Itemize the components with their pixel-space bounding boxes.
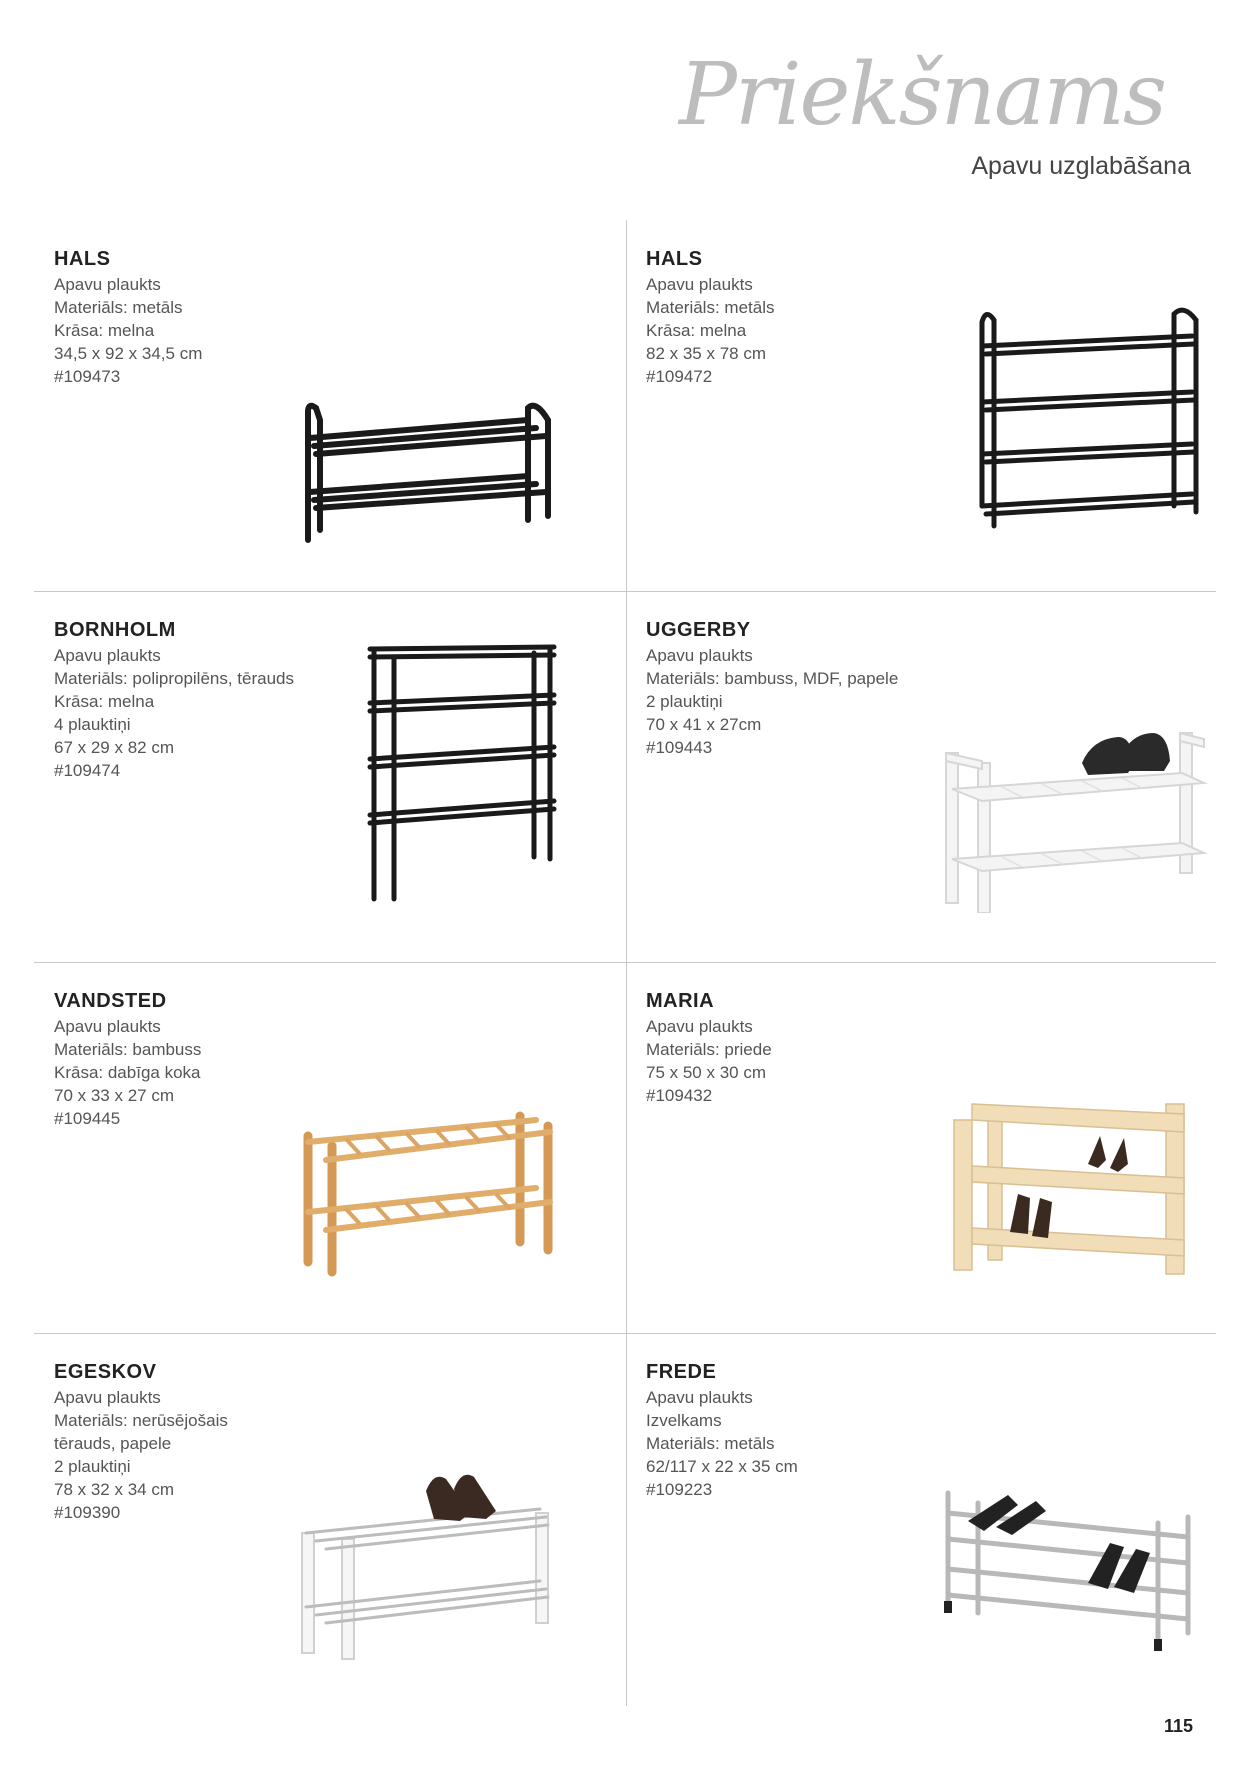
product-type: Apavu plaukts xyxy=(54,275,161,294)
product-info xyxy=(54,990,201,1130)
product-color: Krāsa: melna xyxy=(54,321,155,340)
page-number: 115 xyxy=(1163,1716,1193,1736)
product-dimensions: 78 x 32 x 34 cm xyxy=(54,1480,175,1499)
shoe-rack-image xyxy=(296,400,566,550)
shoe-rack-image xyxy=(364,639,564,909)
product-code: #109443 xyxy=(646,738,713,757)
product-cell xyxy=(34,962,625,1333)
product-cell xyxy=(626,591,1217,962)
product-name: HALS xyxy=(54,248,111,270)
product-shelves: 2 plauktiņi xyxy=(646,692,723,711)
product-dimensions: 67 x 29 x 82 cm xyxy=(54,738,175,757)
product-cell xyxy=(626,962,1217,1333)
product-type: Apavu plaukts xyxy=(54,1017,161,1036)
product-cell xyxy=(34,591,625,962)
product-material: Materiāls: metāls xyxy=(646,298,775,317)
product-shelves: 4 plauktiņi xyxy=(54,715,131,734)
shoe-rack-image xyxy=(942,713,1212,913)
product-code: #109432 xyxy=(646,1086,713,1105)
product-name: VANDSTED xyxy=(54,990,167,1012)
product-code: #109390 xyxy=(54,1503,121,1522)
product-dimensions: 34,5 x 92 x 34,5 cm xyxy=(54,344,203,363)
product-name: FREDE xyxy=(646,1361,717,1383)
product-type: Apavu plaukts xyxy=(54,646,161,665)
product-code: #109445 xyxy=(54,1109,121,1128)
shoe-rack-image xyxy=(296,1102,568,1282)
product-info xyxy=(54,1361,228,1524)
product-shelves: 2 plauktiņi xyxy=(54,1457,131,1476)
product-type: Apavu plaukts xyxy=(646,1388,753,1407)
product-dimensions: 62/117 x 22 x 35 cm xyxy=(646,1457,798,1476)
product-code: #109472 xyxy=(646,367,713,386)
product-dimensions: 70 x 33 x 27 cm xyxy=(54,1086,175,1105)
product-cell xyxy=(34,1333,625,1704)
product-color: Krāsa: melna xyxy=(54,692,155,711)
product-name: MARIA xyxy=(646,990,715,1012)
product-cell xyxy=(626,220,1217,591)
shoe-rack-image xyxy=(938,1483,1208,1663)
product-info xyxy=(646,990,772,1107)
product-code: #109474 xyxy=(54,761,121,780)
product-material: Materiāls: nerūsējošais xyxy=(54,1411,228,1430)
shoe-rack-image xyxy=(972,306,1202,532)
product-info xyxy=(646,248,774,388)
header-script-title: Priekšnams xyxy=(679,45,1165,145)
product-material: Materiāls: bambuss xyxy=(54,1040,202,1059)
product-name: EGESKOV xyxy=(54,1361,157,1383)
product-type: Apavu plaukts xyxy=(54,1388,161,1407)
product-dimensions: 82 x 35 x 78 cm xyxy=(646,344,767,363)
product-material: Materiāls: metāls xyxy=(646,1434,775,1453)
product-grid xyxy=(34,220,1216,1706)
product-name: BORNHOLM xyxy=(54,619,176,641)
product-code: #109473 xyxy=(54,367,121,386)
product-info xyxy=(54,248,202,388)
product-material: Materiāls: polipropilēns, tērauds xyxy=(54,669,295,688)
product-type: Apavu plaukts xyxy=(646,1017,753,1036)
header-subtitle: Apavu uzglabāšana xyxy=(971,152,1191,180)
product-type: Apavu plaukts xyxy=(646,646,753,665)
product-code: #109223 xyxy=(646,1480,713,1499)
product-dimensions: 75 x 50 x 30 cm xyxy=(646,1063,767,1082)
product-material-cont: tērauds, papele xyxy=(54,1434,172,1453)
product-info xyxy=(646,619,898,759)
product-material: Materiāls: metāls xyxy=(54,298,183,317)
product-color: Krāsa: dabīga koka xyxy=(54,1063,201,1082)
product-material: Materiāls: bambuss, MDF, papele xyxy=(646,669,899,688)
product-type: Apavu plaukts xyxy=(646,275,753,294)
product-cell xyxy=(626,1333,1217,1704)
product-info xyxy=(54,619,294,782)
shoe-rack-image xyxy=(296,1463,568,1663)
product-cell xyxy=(34,220,625,591)
product-color: Krāsa: melna xyxy=(646,321,747,340)
shoe-rack-image xyxy=(948,1090,1198,1290)
product-material: Materiāls: priede xyxy=(646,1040,772,1059)
product-name: UGGERBY xyxy=(646,619,751,641)
product-name: HALS xyxy=(646,248,703,270)
product-dimensions: 70 x 41 x 27cm xyxy=(646,715,762,734)
product-info xyxy=(646,1361,798,1501)
product-feature: Izvelkams xyxy=(646,1411,722,1430)
